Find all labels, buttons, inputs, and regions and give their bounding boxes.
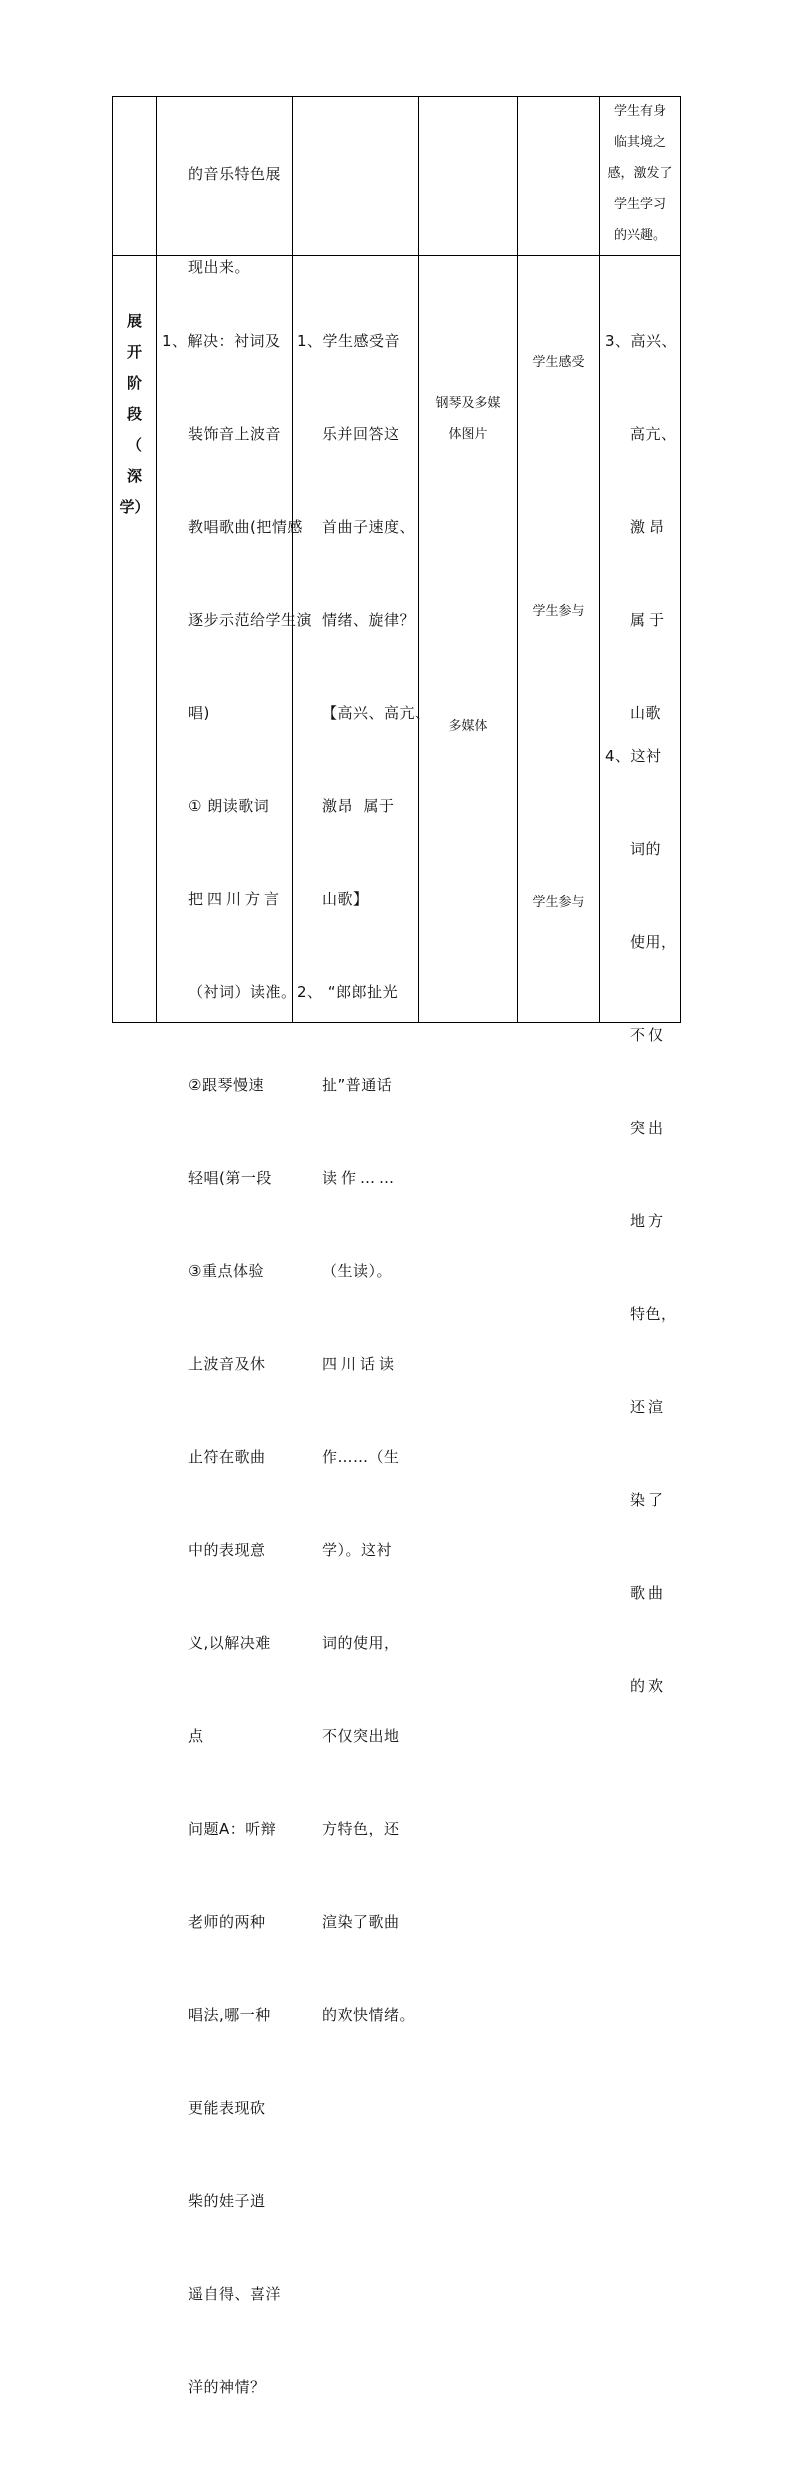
- text-line: 作……（生: [322, 1448, 400, 1466]
- text-line: 1、解决：衬词及: [162, 332, 281, 350]
- text-line: 更能表现砍: [188, 2099, 266, 2117]
- text-line: 问题A：听辩: [188, 1820, 277, 1838]
- text-line: 1、学生感受音: [297, 332, 401, 350]
- text-line: 首曲子速度、: [322, 518, 416, 536]
- row2-design-intent-b: [605, 679, 677, 1764]
- text-line: 体图片: [448, 427, 488, 442]
- text-line: 山歌】: [322, 890, 369, 908]
- text-line: 的音乐特色展: [188, 165, 282, 183]
- text-line: 乐并回答这: [322, 425, 400, 443]
- row2-teacher-activity-cell: [162, 264, 312, 2465]
- text-line: 止符在歌曲: [188, 1448, 266, 1466]
- text-line: 的欢快情绪。: [322, 2006, 416, 2024]
- text-line: 不仅突出地: [322, 1727, 400, 1745]
- text-line: 义,以解决难: [188, 1634, 271, 1652]
- table-border-right: [680, 96, 681, 1023]
- text-line: 方特色，还: [322, 1820, 400, 1838]
- text-line: 渲染了歌曲: [322, 1913, 400, 1931]
- text-line: 感，激发了: [607, 166, 673, 181]
- text-line: 特色，: [630, 1305, 677, 1323]
- text-line: 点: [188, 1727, 204, 1745]
- text-line: 读作……: [322, 1169, 399, 1187]
- stage-char: 段: [126, 405, 142, 423]
- stage-char: 学）: [119, 498, 150, 516]
- text-line: 还渲: [630, 1398, 667, 1416]
- text-line: 唱): [188, 704, 210, 722]
- text-line: 2、 “郎郎扯光: [297, 983, 399, 1001]
- text-line: 遥自得、喜洋: [188, 2285, 282, 2303]
- row2-student-activity-cell: [297, 264, 431, 2093]
- row2-media-cell-2: [419, 711, 517, 742]
- row2-participation-2: [518, 596, 599, 627]
- text-line: 逐步示范给学生演: [188, 611, 313, 629]
- text-line: 多媒体: [448, 719, 488, 734]
- text-line: 的欢: [630, 1677, 667, 1695]
- text-line: 学生有身: [613, 104, 666, 119]
- text-line: 学生参与: [532, 604, 585, 619]
- text-line: 钢琴及多媒: [435, 396, 501, 411]
- text-line: 四川话读: [322, 1355, 399, 1373]
- stage-char: 阶: [126, 374, 142, 392]
- text-line: 使用，: [630, 933, 677, 951]
- row2-participation-1: [518, 347, 599, 378]
- text-line: 洋的神情？: [188, 2378, 266, 2396]
- text-line: 【高兴、高亢、: [322, 704, 431, 722]
- text-line: 激昂 属于: [322, 797, 395, 815]
- text-line: 激昂: [630, 518, 669, 536]
- text-line: 把四川方言: [188, 890, 284, 908]
- text-line: 学）。这衬: [322, 1541, 393, 1559]
- text-line: ③重点体验: [188, 1262, 264, 1280]
- text-line: 地方: [630, 1212, 667, 1230]
- text-line: 教唱歌曲(把情感: [188, 518, 303, 536]
- text-line: 上波音及休: [188, 1355, 266, 1373]
- stage-char: （: [126, 436, 142, 454]
- text-line: 的兴趣。: [613, 228, 666, 243]
- text-line: 柴的娃子逍: [188, 2192, 266, 2210]
- column-divider-4: [517, 96, 518, 1023]
- text-line: 词的使用，: [322, 1634, 400, 1652]
- text-line: ① 朗读歌词: [188, 797, 270, 815]
- text-line: 学生感受: [532, 355, 585, 370]
- text-line: 中的表现意: [188, 1541, 266, 1559]
- stage-char: 深: [126, 467, 142, 485]
- text-line: （生读）。: [322, 1262, 393, 1280]
- row2-media-cell: [419, 388, 517, 450]
- text-line: 轻唱(第一段: [188, 1169, 272, 1187]
- text-line: 现出来。: [188, 258, 251, 276]
- table-border-left: [112, 96, 113, 1023]
- text-line: 突出: [630, 1119, 667, 1137]
- text-line: 山歌: [630, 704, 662, 722]
- stage-char: 开: [126, 343, 142, 361]
- text-line: 不仅: [630, 1026, 667, 1044]
- text-line: 词的: [630, 840, 662, 858]
- text-line: 染了: [630, 1491, 667, 1509]
- text-line: 3、高兴、: [605, 332, 678, 350]
- text-line: 学生参与: [532, 895, 585, 910]
- text-line: 学生学习: [613, 197, 666, 212]
- text-line: 扯”普通话: [322, 1076, 393, 1094]
- text-line: 装饰音上波音: [188, 425, 282, 443]
- text-line: （衬词）读准。: [188, 983, 297, 1001]
- row2-participation-3: [518, 887, 599, 918]
- stage-char: 展: [126, 312, 142, 330]
- text-line: 属于: [630, 611, 669, 629]
- row1-design-intent-cell: [600, 96, 680, 251]
- text-line: 唱法,哪一种: [188, 2006, 271, 2024]
- text-line: 情绪、旋律？: [322, 611, 416, 629]
- text-line: 临其境之: [613, 135, 666, 150]
- column-divider-1: [156, 96, 157, 1023]
- text-line: ②跟琴慢速: [188, 1076, 264, 1094]
- stage-label: [113, 306, 156, 523]
- text-line: 高亢、: [630, 425, 677, 443]
- text-line: 歌曲: [630, 1584, 667, 1602]
- text-line: 4、这衬: [605, 747, 662, 765]
- text-line: 老师的两种: [188, 1913, 266, 1931]
